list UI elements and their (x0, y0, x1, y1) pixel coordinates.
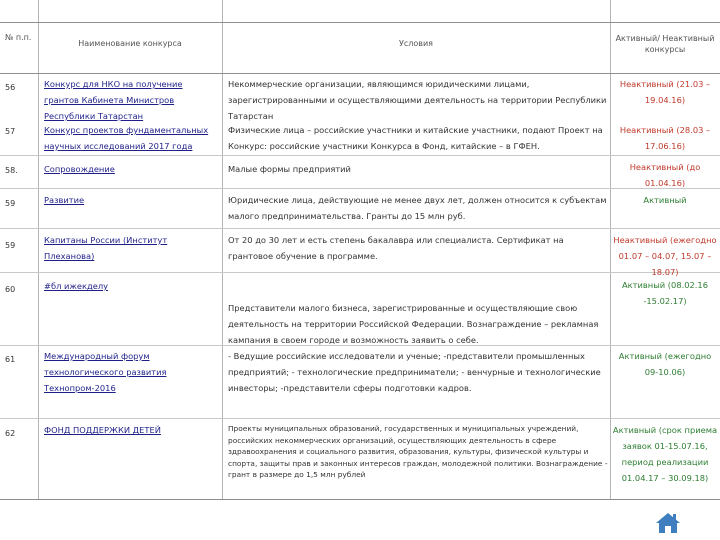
header-status: Активный/ Неактивный конкурсы (615, 34, 715, 54)
row-divider (0, 73, 720, 74)
row-status: Неактивный (до 01.04.16) (629, 162, 701, 188)
contest-link-56[interactable]: Конкурс для НКО на получение грантов Кабинета Министров Республики Татарстан (44, 79, 183, 121)
row-conditions: Проекты муниципальных образований, государственных и муниципальных учреждений, российских некоммерческих организаций, осуществляющих деятельность в сфере здравоохранения и социального развития, образования, культуры, физической культуры и спорта, защиты прав и законных интересов граждан, молодежной политики. Вознаграждение - грант в размере до 1,5 млн рублей (228, 424, 608, 479)
row-status: Неактивный (ежегодно 01.07 – 04.07, 15.07 – 18.07) (613, 235, 717, 277)
row-divider (0, 228, 720, 229)
col-divider (222, 0, 223, 500)
contest-link-57[interactable]: Конкурс проектов фундаментальных научных исследований 2017 года (44, 125, 209, 151)
row-status: Неактивный (21.03 – 19.04.16) (619, 79, 711, 105)
row-conditions: Физические лица – российские участники и китайские участники, подают Проект на Конкурс: российские участники Конкурса в Фонд, китайские – в ГФЕН. (228, 125, 603, 151)
row-conditions: Юридические лица, действующие не менее двух лет, должен относится к субъектам малого предпринимательства. Гранты до 15 млн руб. (228, 195, 607, 221)
row-divider (0, 418, 720, 419)
row-divider (0, 155, 720, 156)
contest-link-61[interactable]: Международный форум технологического развития Технопром-2016 (44, 351, 167, 393)
row-status: Неактивный (28.03 – 17.06.16) (619, 125, 711, 151)
row-num: 56 (5, 83, 16, 92)
row-num: 62 (5, 429, 16, 438)
row-status: Активный (ежегодно 09-10.06) (618, 351, 712, 377)
row-status: Активный (08.02.16 -15.02.17) (622, 280, 708, 306)
row-status: Активный (643, 195, 687, 205)
contest-link-59[interactable]: Развитие (44, 195, 85, 205)
contest-link-60[interactable]: #бл ижекделу (44, 281, 109, 291)
row-num: 59 (5, 241, 16, 250)
contest-link-59b[interactable]: Капитаны России (Институт Плеханова) (44, 235, 168, 261)
col-divider (38, 0, 39, 500)
header-name: Наименование конкурса (78, 39, 182, 48)
row-conditions: Представители малого бизнеса, зарегистрированные и осуществляющие свою деятельность на территории Российской Федерации. Вознаграждение – рекламная кампания в своем городе и возможность заявить о себе. (228, 303, 599, 345)
row-conditions: - Ведущие российские исследователи и ученые; -представители промышленных предприятий; - технологические предприниматели; - венчурные и технологические инвесторы; -представители сферы подготовки кадров. (228, 351, 601, 393)
row-status: Активный (срок приема заявок 01-15.07.16, период реализации 01.04.17 – 30.09.18) (612, 425, 718, 483)
row-num: 61 (5, 355, 16, 364)
contest-link-62[interactable]: ФОНД ПОДДЕРЖКИ ДЕТЕЙ (44, 425, 161, 435)
col-divider (610, 0, 611, 500)
row-divider (0, 22, 720, 23)
home-icon[interactable] (655, 512, 681, 534)
header-num: № п.п. (5, 33, 32, 42)
row-num: 60 (5, 285, 16, 294)
row-num: 59 (5, 199, 16, 208)
header-conditions: Условия (398, 39, 433, 48)
row-conditions: Малые формы предприятий (228, 164, 351, 174)
row-num: 58. (5, 166, 18, 175)
row-num: 57 (5, 127, 16, 136)
contest-link-58[interactable]: Сопровождение (44, 164, 115, 174)
row-conditions: Некоммерческие организации, являющимся юридическими лицами, зарегистрированными и осуществляющими деятельность на территории Республики Татарстан (228, 79, 607, 121)
row-divider (0, 499, 720, 500)
row-conditions: От 20 до 30 лет и есть степень бакалавра или специалиста. Сертификат на грантовое обучение в программе. (228, 235, 564, 261)
